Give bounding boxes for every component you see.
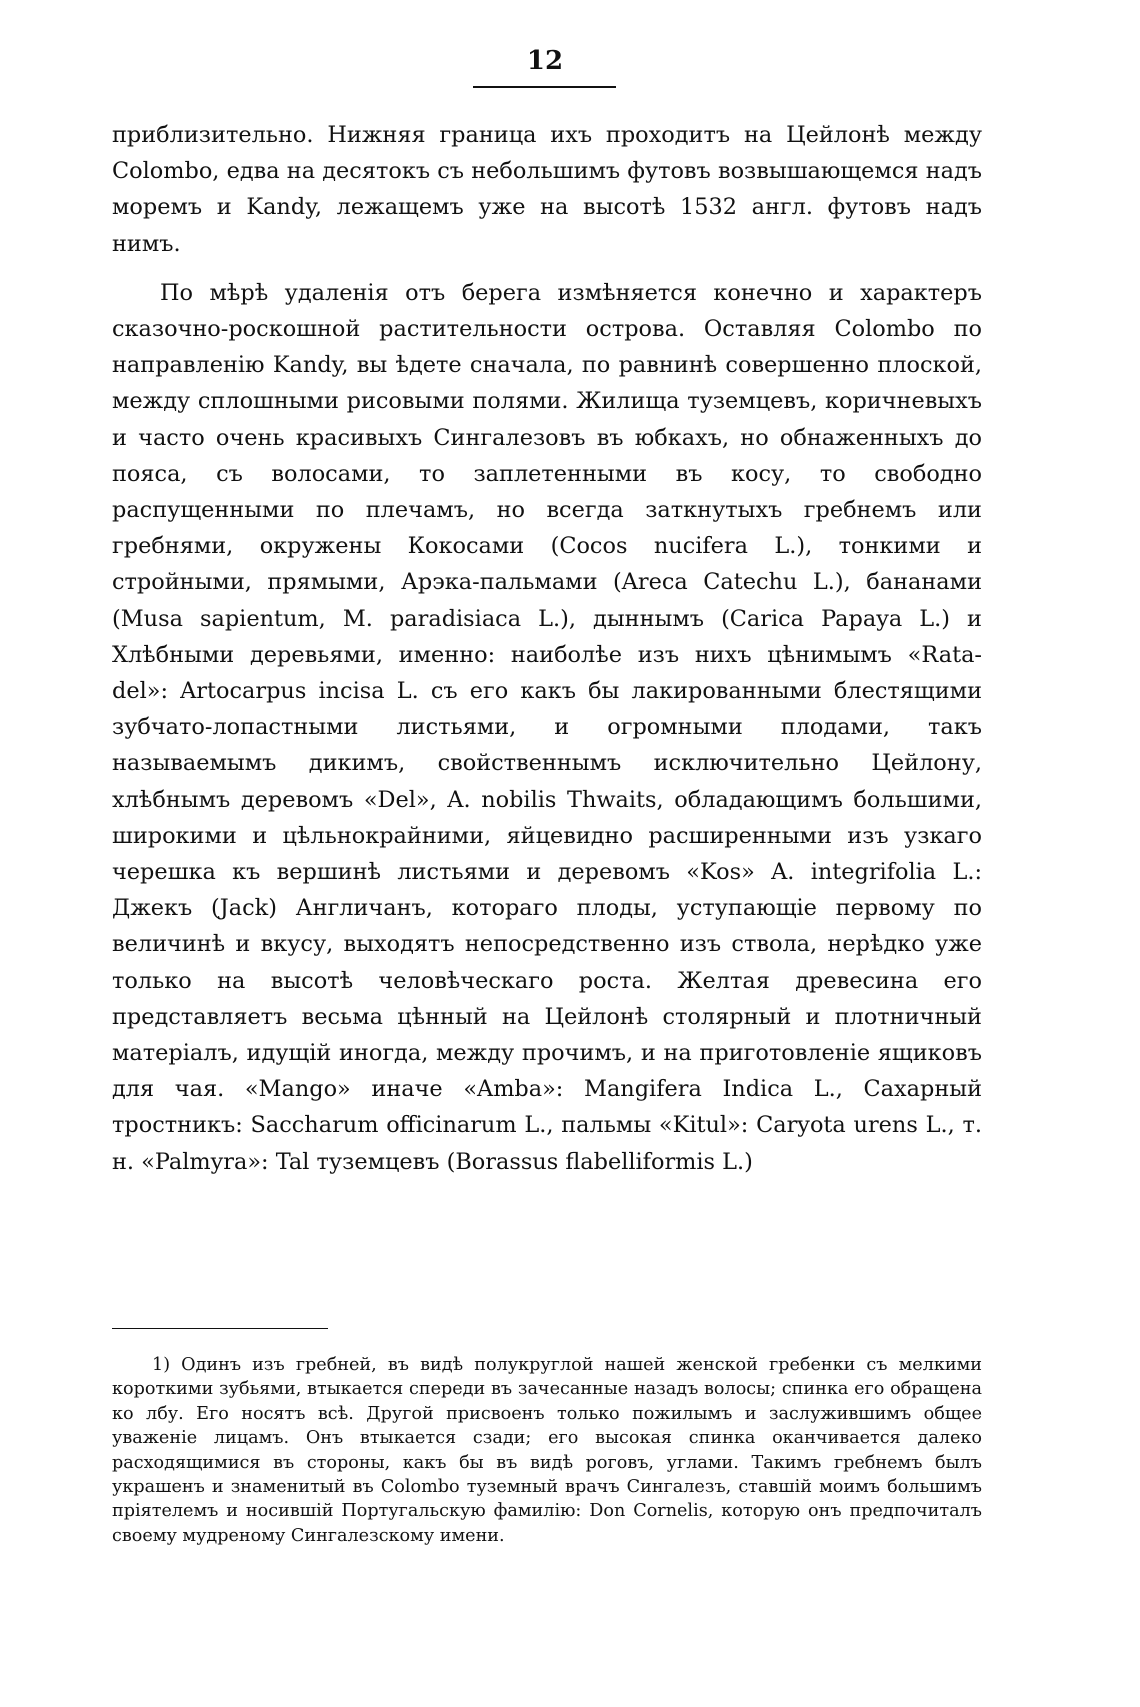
footnote: 1) Одинъ изъ гребней, въ видѣ полукруглой нашей женской гребенки съ мелкими короткими зубьями, втыкается спереди въ зачесанные назадъ волосы; спинка его обращена ко лбу. Его носятъ всѣ. Другой присвоенъ только пожилымъ и заслужившимъ общее уваженіе лицамъ. Онъ втыкается сзади; его высокая спинка оканчивается далеко расходящимися въ стороны, какъ бы въ видѣ роговъ, углами. Такимъ гребнемъ былъ украшенъ и знаменитый въ Colombo туземный врачъ Сингалезъ, ставшій моимъ большимъ пріятелемъ и носившій Португальскую фамилію: Don Cornelis, которую онъ предпочиталъ своему мудреному Сингалезскому имени.	[112, 1355, 982, 1546]
footnote-divider	[112, 1328, 328, 1329]
page-number-underline	[473, 86, 616, 88]
page-number: 12	[526, 46, 564, 76]
paragraph-1: приблизительно. Нижняя граница ихъ проходитъ на Цейлонѣ между Colombo, едва на десятокъ съ небольшимъ футовъ возвышающемся надъ моремъ и Kandy, лежащемъ уже на высотѣ 1532 англ. футовъ надъ нимъ.	[112, 122, 982, 257]
paragraph-2: По мѣрѣ удаленія отъ берега измѣняется конечно и характеръ сказочно-роскошной растительности острова. Оставляя Colombo по направленію Kandy, вы ѣдете сначала, по равнинѣ совершенно плоской, между сплошными рисовыми полями. Жилища туземцевъ, коричневыхъ и часто очень красивыхъ Сингалезовъ въ юбкахъ, но обнаженныхъ до пояса, съ волосами, то заплетенными въ косу, то свободно распущенными по плечамъ, но всегда заткнутыхъ гребнемъ или гребнями, окружены Кокосами (Cocos nucifera L.), тонкими и стройными, прямыми, Арэка-пальмами (Areca Catechu L.), бананами (Musa sapientum, M. paradisiaca L.), дыннымъ (Carica Papaya L.) и Хлѣбными деревьями, именно: наиболѣе изъ нихъ цѣнимымъ «Rata- del»: Artocarpus incisa L. съ его какъ бы лакированными блестящими зубчато-лопастными листьями, и огромными плодами, такъ называемымъ дикимъ, свойственнымъ исключительно Цейлону, хлѣбнымъ деревомъ «Del», A. nobilis Thwaits, обладающимъ большими, широкими и цѣльнокрайними, яйцевидно расширенными изъ узкаго черешка къ вершинѣ листьями и деревомъ «Kos» A. integrifolia L.: Джекъ (Jack) Англичанъ, котораго плоды, уступающіе первому по величинѣ и вкусу, выходятъ непосредственно изъ ствола, нерѣдко уже только на высотѣ человѣческаго роста. Желтая древесина его представляетъ весьма цѣнный на Цейлонѣ столярный и плотничный матеріалъ, идущій иногда, между прочимъ, и на приготовленіе ящиковъ для чая. «Mango» иначе «Amba»: Mangifera Indica L., Сахарный тростникъ: Saccharum officinarum L., пальмы «Kitul»: Caryota urens L., т. н. «Palmyra»: Tal туземцевъ (Borassus flabelliformis L.)	[112, 279, 982, 1175]
main-text	[112, 117, 982, 1180]
